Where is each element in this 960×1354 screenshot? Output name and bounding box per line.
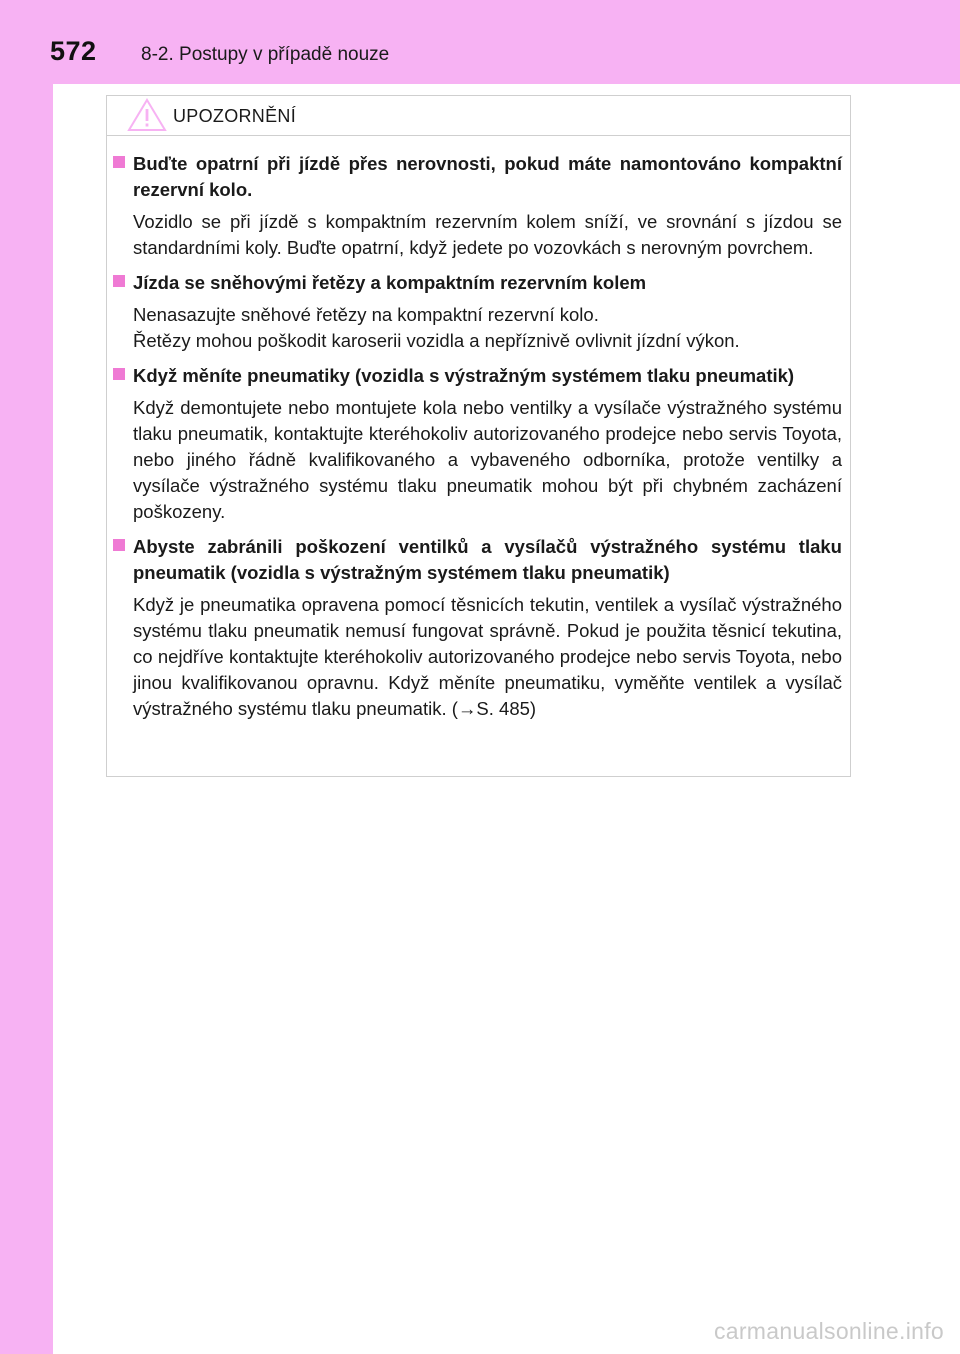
warning-item <box>107 363 850 525</box>
item-body <box>133 592 842 722</box>
item-body <box>133 209 842 261</box>
page-number: 572 <box>50 36 97 66</box>
side-tab-strip <box>0 0 53 1354</box>
warning-item <box>107 534 850 722</box>
header-band <box>53 0 960 84</box>
warning-item <box>107 270 850 354</box>
item-body-line: Když demontujete nebo montujete kola nebo ventilky a vysílače výstražného systému tlaku pneumatik, kontaktujte kteréhokoliv autorizovaného prodejce nebo servis Toyota, nebo jiného řádně kvalifikovaného a vybaveného odborníka, protože ventilky a vysílače výstražného systému tlaku pneumatik mohou být při chybném zacházení poškozeny. <box>133 397 842 522</box>
item-body-line: Nenasazujte sněhové řetězy na kompaktní rezervní kolo. <box>133 304 599 325</box>
item-body <box>133 395 842 525</box>
section-title: 8-2. Postupy v případě nouze <box>141 44 390 65</box>
item-body-line: Vozidlo se při jízdě s kompaktním rezervním kolem sníží, ve srovnání s jízdou se standardními koly. Buďte opatrní, když jedete po vozovkách s nerovným povrchem. <box>133 211 842 258</box>
item-title: Abyste zabránili poškození ventilků a vysílačů výstražného systému tlaku pneumatik (vozidla s výstražným systémem tlaku pneumatik) <box>133 536 842 583</box>
item-body <box>133 302 842 354</box>
warning-item <box>107 151 850 261</box>
item-title: Buďte opatrní při jízdě přes nerovnosti, pokud máte namontováno kompaktní rezervní kolo. <box>133 153 842 200</box>
warning-box <box>106 95 851 777</box>
warning-label: UPOZORNĚNÍ <box>173 106 297 126</box>
item-title: Jízda se sněhovými řetězy a kompaktním rezervním kolem <box>133 272 647 293</box>
square-bullet-icon <box>113 156 125 168</box>
warning-header <box>107 96 850 136</box>
square-bullet-icon <box>113 539 125 551</box>
item-title: Když měníte pneumatiky (vozidla s výstražným systémem tlaku pneumatik) <box>133 365 795 386</box>
site-watermark: carmanualsonline.info <box>713 1318 944 1344</box>
item-body-line: Řetězy mohou poškodit karoserii vozidla a nepříznivě ovlivnit jízdní výkon. <box>133 330 740 351</box>
warning-triangle-icon <box>127 98 167 132</box>
item-body-line: Když je pneumatika opravena pomocí těsnicích tekutin, ventilek a vysílač výstražného systému tlaku pneumatik nemusí fungovat správně. Pokud je použita těsnicí tekutina, co nejdříve kontaktujte kteréhokoliv autorizovaného prodejce nebo servis Toyota, nebo jinou kvalifikovanou opravnu. Když měníte pneumatiku, vyměňte ventilek a vysílač výstražného systému tlaku pneumatik. (→S. 485) <box>133 594 842 719</box>
warning-items <box>107 151 850 731</box>
square-bullet-icon <box>113 368 125 380</box>
square-bullet-icon <box>113 275 125 287</box>
